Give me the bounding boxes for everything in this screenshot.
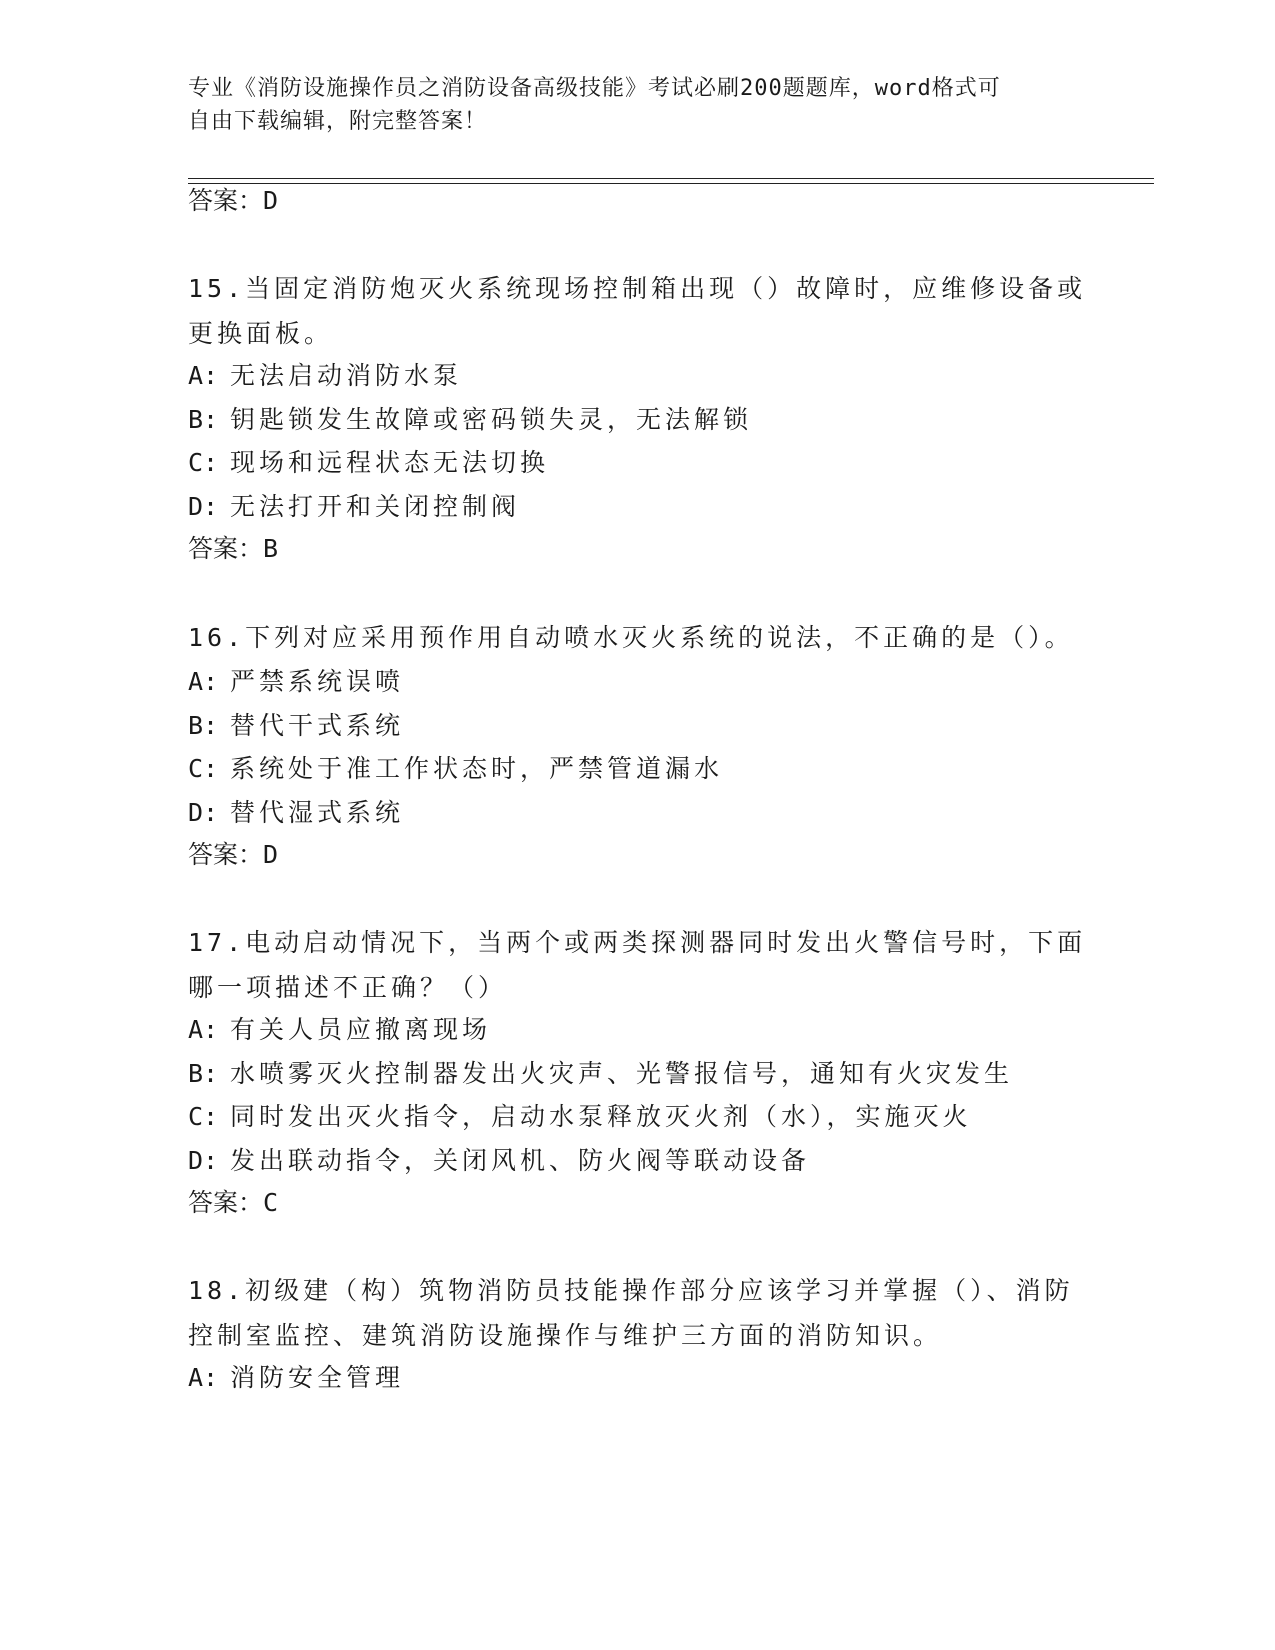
question-18 xyxy=(188,1268,1088,1358)
answer-16: 答案：D xyxy=(188,840,279,869)
option-b xyxy=(188,403,1088,437)
option-d xyxy=(188,1144,1088,1178)
option-text: 消防安全管理 xyxy=(230,1363,405,1392)
question-16 xyxy=(188,615,1088,660)
option-letter: B: xyxy=(188,711,219,740)
question-text-line-2: 哪一项描述不正确？（） xyxy=(188,973,508,1002)
option-text: 钥匙锁发生故障或密码锁失灵，无法解锁 xyxy=(230,405,753,434)
header-divider-top xyxy=(188,178,1154,179)
question-text-line-1: 15.当固定消防炮灭火系统现场控制箱出现（）故障时，应维修设备或 xyxy=(188,274,1087,303)
option-text: 严禁系统误喷 xyxy=(230,667,405,696)
option-c xyxy=(188,446,1088,480)
option-b xyxy=(188,709,1088,743)
question-17 xyxy=(188,920,1088,1010)
option-a xyxy=(188,1361,1088,1395)
option-text: 水喷雾灭火控制器发出火灾声、光警报信号，通知有火灾发生 xyxy=(230,1059,1014,1088)
option-b xyxy=(188,1057,1088,1091)
option-letter: A: xyxy=(188,1015,219,1044)
header-line-2: 自由下载编辑，附完整答案！ xyxy=(188,109,488,134)
option-letter: D: xyxy=(188,492,219,521)
option-letter: B: xyxy=(188,1059,219,1088)
option-text: 系统处于准工作状态时，严禁管道漏水 xyxy=(230,754,724,783)
option-text: 替代湿式系统 xyxy=(230,798,405,827)
option-text: 同时发出灭火指令，启动水泵释放灭火剂（水），实施灭火 xyxy=(230,1102,972,1131)
question-text-line-1: 16.下列对应采用预作用自动喷水灭火系统的说法，不正确的是（）。 xyxy=(188,623,1074,652)
question-text-line-1: 17.电动启动情况下，当两个或两类探测器同时发出火警信号时，下面 xyxy=(188,928,1087,957)
option-text: 无法打开和关闭控制阀 xyxy=(230,492,521,521)
option-text: 有关人员应撤离现场 xyxy=(230,1015,492,1044)
header-line-1: 专业《消防设施操作员之消防设备高级技能》考试必刷200题题库，word格式可 xyxy=(188,76,1001,101)
option-text: 替代干式系统 xyxy=(230,711,405,740)
answer-15: 答案：B xyxy=(188,534,279,563)
question-15 xyxy=(188,266,1088,356)
option-letter: A: xyxy=(188,667,219,696)
answer-17: 答案：C xyxy=(188,1188,279,1217)
option-letter: A: xyxy=(188,1363,219,1392)
option-letter: D: xyxy=(188,798,219,827)
option-letter: A: xyxy=(188,361,219,390)
option-d xyxy=(188,490,1088,524)
document-header xyxy=(188,72,1068,138)
question-text-line-2: 控制室监控、建筑消防设施操作与维护三方面的消防知识。 xyxy=(188,1321,943,1350)
option-a xyxy=(188,359,1088,393)
option-a xyxy=(188,1013,1088,1047)
question-text-line-1: 18.初级建（构）筑物消防员技能操作部分应该学习并掌握（）、消防 xyxy=(188,1276,1074,1305)
option-a xyxy=(188,665,1088,699)
question-text-line-2: 更换面板。 xyxy=(188,319,334,348)
option-text: 发出联动指令，关闭风机、防火阀等联动设备 xyxy=(230,1146,811,1175)
option-text: 无法启动消防水泵 xyxy=(230,361,463,390)
option-letter: D: xyxy=(188,1146,219,1175)
option-text: 现场和远程状态无法切换 xyxy=(230,448,550,477)
option-d xyxy=(188,796,1088,830)
option-c xyxy=(188,1100,1088,1134)
option-letter: B: xyxy=(188,405,219,434)
option-letter: C: xyxy=(188,754,219,783)
option-c xyxy=(188,752,1088,786)
header-divider-bottom xyxy=(188,183,1154,184)
option-letter: C: xyxy=(188,448,219,477)
previous-answer: 答案：D xyxy=(188,186,279,215)
option-letter: C: xyxy=(188,1102,219,1131)
